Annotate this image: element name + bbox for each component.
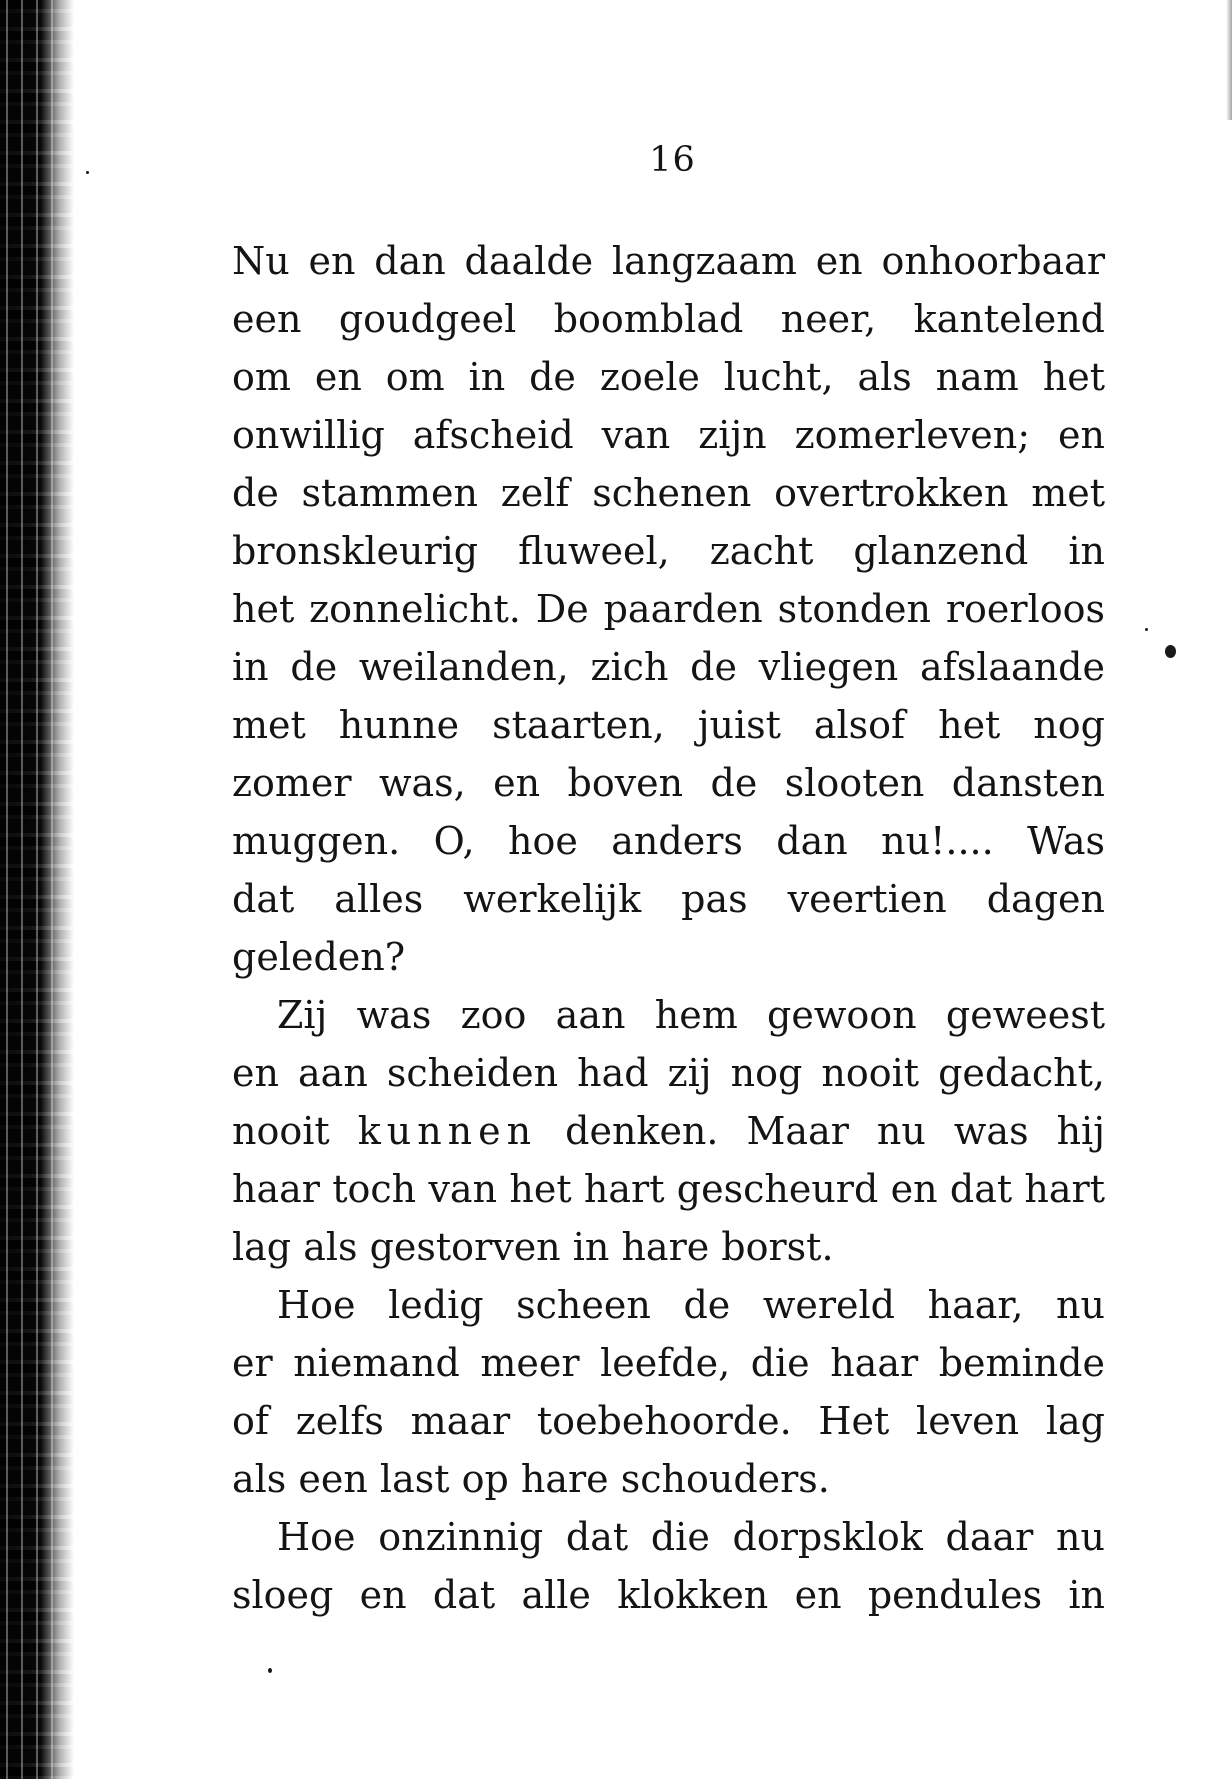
- text-line: muggen. O, hoe anders dan nu!.... Was: [232, 819, 1105, 863]
- text-line: een goudgeel boomblad neer, kantelend: [232, 297, 1105, 341]
- text-line: om en om in de zoele lucht, als nam het: [232, 355, 1105, 399]
- text-line: onwillig afscheid van zijn zomerleven; en: [232, 413, 1105, 457]
- text-line: Hoe onzinnig dat die dorpsklok daar nu: [277, 1515, 1105, 1559]
- text-line: met hunne staarten, juist alsof het nog: [232, 703, 1105, 747]
- ink-speck: [1145, 628, 1148, 631]
- text-line: Hoe ledig scheen de wereld haar, nu: [277, 1283, 1105, 1327]
- text-run: denken. Maar nu was hij: [537, 1109, 1105, 1153]
- paragraph-1: [232, 232, 1105, 986]
- text-line: sloeg en dat alle klokken en pendules in: [232, 1573, 1105, 1617]
- page-edge-shadow: [1226, 0, 1232, 120]
- paragraph-3: [232, 1276, 1105, 1508]
- text-line: het zonnelicht. De paarden stonden roerloos: [232, 587, 1105, 631]
- text-line: haar toch van het hart gescheurd en dat hart: [232, 1167, 1105, 1211]
- spaced-emphasis: kunnen: [357, 1109, 538, 1153]
- text-line: en aan scheiden had zij nog nooit gedacht,: [232, 1051, 1105, 1095]
- text-line-emphasis: [232, 1102, 1105, 1160]
- page-number: 16: [649, 140, 696, 180]
- text-line: of zelfs maar toebehoorde. Het leven lag: [232, 1399, 1105, 1443]
- text-line: er niemand meer leefde, die haar beminde: [232, 1341, 1105, 1385]
- text-line: als een last op hare schouders.: [232, 1457, 830, 1501]
- paragraph-4: [232, 1508, 1105, 1624]
- text-line: Nu en dan daalde langzaam en onhoorbaar: [232, 239, 1105, 283]
- text-line: zomer was, en boven de slooten dansten: [232, 761, 1105, 805]
- text-line: dat alles werkelijk pas veertien dagen: [232, 877, 1105, 921]
- text-line: bronskleurig fluweel, zacht glanzend in: [232, 529, 1105, 573]
- text-line: Zij was zoo aan hem gewoon geweest: [277, 993, 1105, 1037]
- text-line: geleden?: [232, 935, 406, 979]
- ink-speck: [1165, 645, 1176, 658]
- paragraph-2: [232, 986, 1105, 1276]
- text-line: in de weilanden, zich de vliegen afslaande: [232, 645, 1105, 689]
- ink-speck: [268, 1668, 272, 1673]
- text-line: de stammen zelf schenen overtrokken met: [232, 471, 1105, 515]
- body-text: [232, 232, 1105, 1624]
- text-run: nooit: [232, 1109, 358, 1153]
- binding-streaks: [0, 0, 60, 1779]
- text-line: lag als gestorven in hare borst.: [232, 1225, 834, 1269]
